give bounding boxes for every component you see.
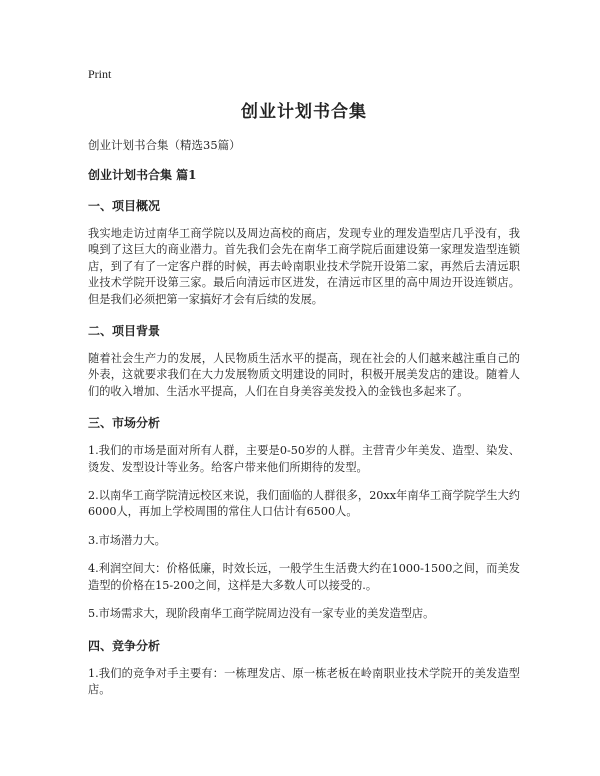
paragraph: 1.我们的竞争对手主要有：一栋理发店、原一栋老板在岭南职业技术学院开的美发造型店。 — [88, 666, 520, 696]
section-heading: 二、项目背景 — [88, 324, 161, 339]
paragraph: 1.我们的市场是面对所有人群，主要是0-50岁的人群。主营青少年美发、造型、染发、烫发、发型设计等业务。给客户带来他们所期待的发型。 — [88, 444, 520, 474]
section-heading: 四、竞争分析 — [88, 638, 161, 653]
section-competition — [88, 638, 520, 699]
paragraph: 我实地走访过南华工商学院以及周边高校的商店，发现专业的理发造型店几乎没有，我嗅到了这巨大的商业潜力。首先我们会先在南华工商学院后面建设第一家理发造型连锁店，到了有了一定客户群的时候，再去岭南职业技术学院开设第二家，再然后去清远职业技术学院开设第三家。最后向清远市区进发，在清远市区里的高中周边开设连锁店。但是我们必须把第一家搞好才会有后续的发展。 — [88, 227, 520, 306]
paragraph: 5.市场需求大，现阶段南华工商学院周边没有一家专业的美发造型店。 — [88, 607, 435, 621]
paragraph: 3.市场潜力大。 — [88, 533, 166, 547]
section-market-analysis — [88, 415, 520, 622]
section-background — [88, 323, 520, 400]
section-heading: 三、市场分析 — [88, 416, 161, 431]
paragraph: 4.利润空间大：价格低廉，时效长远，一般学生生活费大约在1000-1500之间，而美发造型的价格在15-200之间，这样是大多数人可以接受的.。 — [88, 562, 520, 592]
document-subtitle: 创业计划书合集（精选35篇） — [88, 138, 241, 152]
document-page — [88, 66, 520, 698]
print-label: Print — [88, 67, 112, 81]
section-overview — [88, 198, 520, 308]
section-heading: 一、项目概况 — [88, 199, 161, 213]
paragraph: 随着社会生产力的发展，人民物质生活水平的提高，现在社会的人们越来越注重自己的外表，这就要求我们在大力发展物质文明建设的同时，积极开展美发店的建设。随着人们的收入增加、生活水平提高，人们在自身美容美发投入的金钱也多起来了。 — [88, 352, 520, 398]
article-title: 创业计划书合集 篇1 — [88, 168, 197, 182]
document-title: 创业计划书合集 — [241, 102, 367, 122]
paragraph: 2.以南华工商学院清远校区来说，我们面临的人群很多，20xx年南华工商学院学生大约6000人，再加上学校周围的常住人口估计有6500人。 — [88, 489, 520, 519]
